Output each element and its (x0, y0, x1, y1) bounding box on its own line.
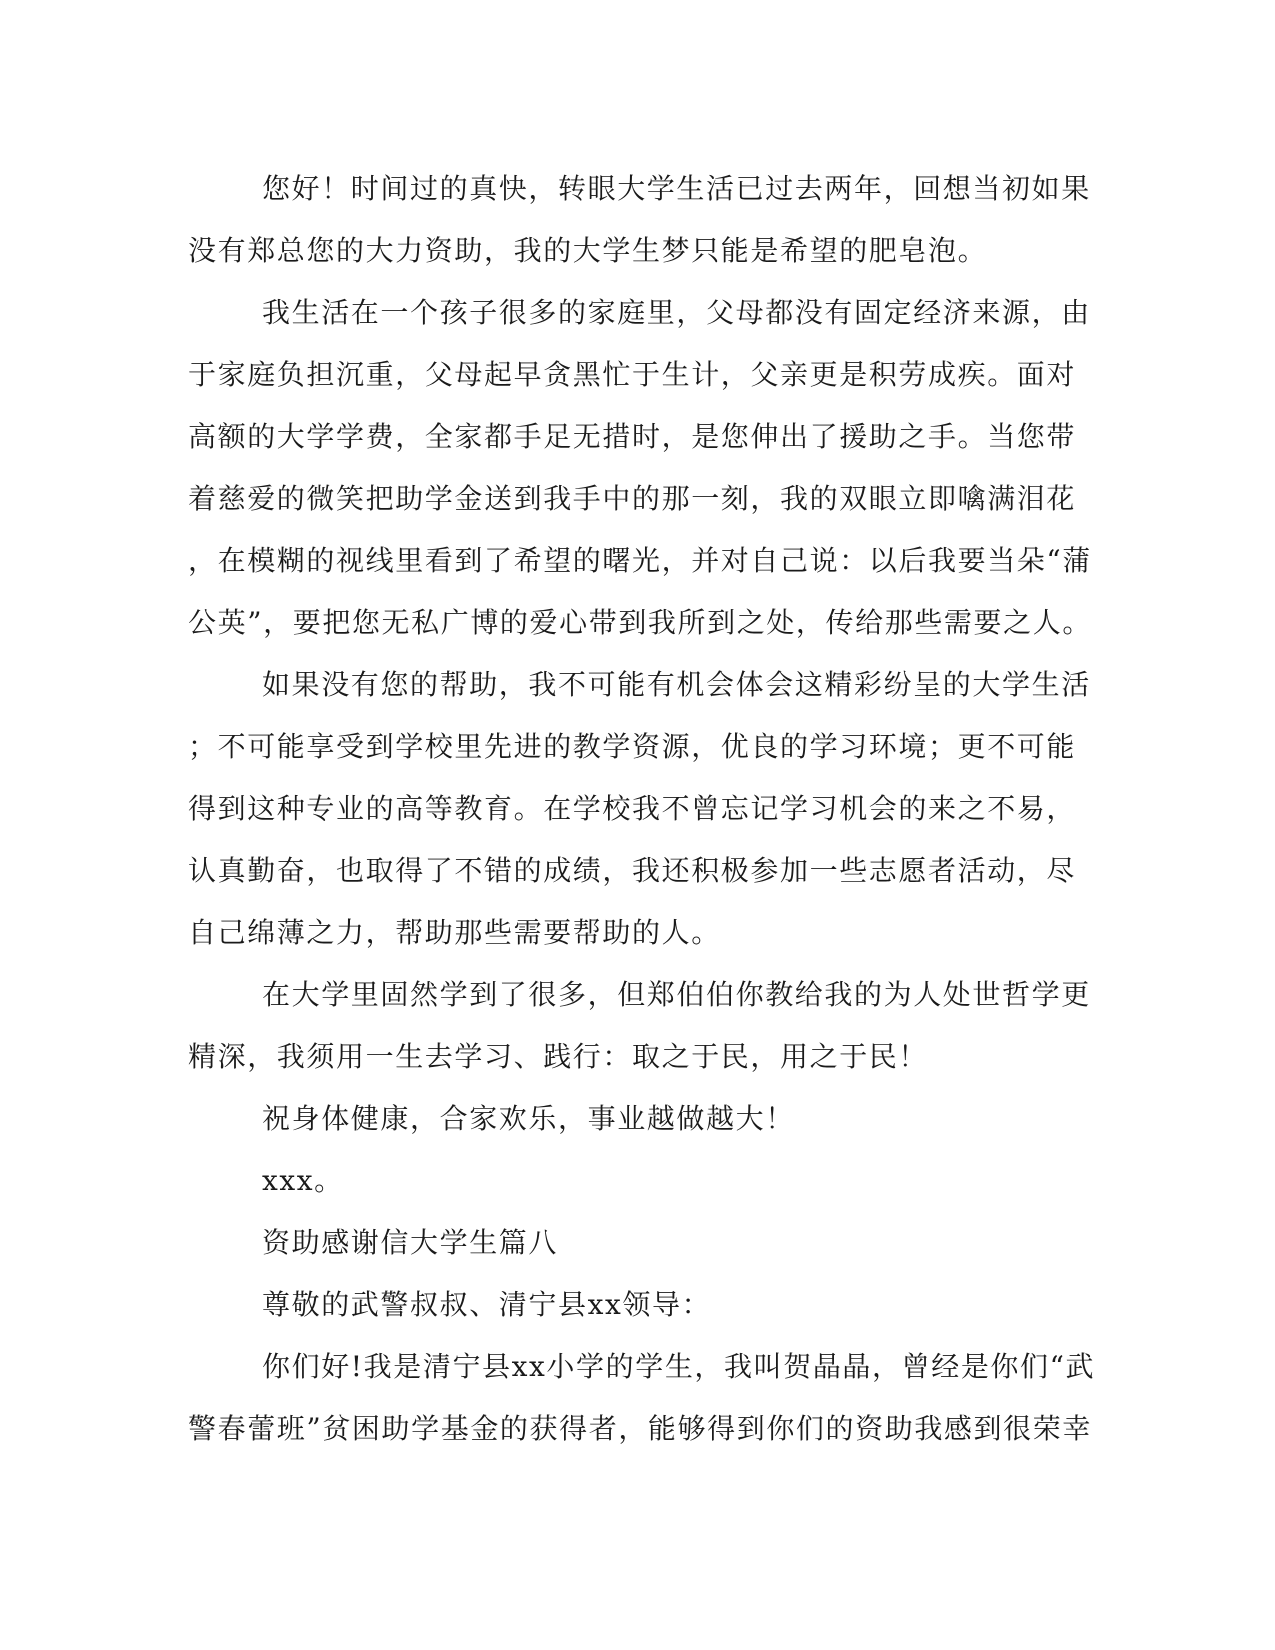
text-line: ；不可能享受到学校里先进的教学资源，优良的学习环境；更不可能 (188, 730, 1077, 763)
text-line: 祝身体健康，合家欢乐，事业越做越大！ (262, 1102, 795, 1135)
text-line: 如果没有您的帮助，我不可能有机会体会这精彩纷呈的大学生活 (262, 668, 1091, 701)
text-line: 你们好!我是清宁县xx小学的学生，我叫贺晶晶，曾经是你们“武 (262, 1350, 1096, 1383)
text-line: 您好！时间过的真快，转眼大学生活已过去两年，回想当初如果 (262, 172, 1091, 205)
letter-body (188, 158, 1096, 1460)
text-line: 着慈爱的微笑把助学金送到我手中的那一刻，我的双眼立即噙满泪花 (188, 482, 1077, 515)
text-line: 没有郑总您的大力资助，我的大学生梦只能是希望的肥皂泡。 (188, 234, 988, 267)
salutation: 尊敬的武警叔叔、清宁县xx领导： (262, 1288, 712, 1321)
text-line: ，在模糊的视线里看到了希望的曙光，并对自己说：以后我要当朵“蒲 (188, 544, 1092, 577)
text-line: 高额的大学学费，全家都手足无措时，是您伸出了援助之手。当您带 (188, 420, 1077, 453)
text-line: 精深，我须用一生去学习、践行：取之于民，用之于民！ (188, 1040, 929, 1073)
text-line: 我生活在一个孩子很多的家庭里，父母都没有固定经济来源，由 (262, 296, 1091, 329)
text-line: 在大学里固然学到了很多，但郑伯伯你教给我的为人处世哲学更 (262, 978, 1091, 1011)
text-line: 得到这种专业的高等教育。在学校我不曾忘记学习机会的来之不易， (188, 792, 1077, 825)
text-line: 公英”，要把您无私广博的爱心带到我所到之处，传给那些需要之人。 (188, 606, 1092, 639)
text-line: 于家庭负担沉重，父母起早贪黑忙于生计，父亲更是积劳成疾。面对 (188, 358, 1077, 391)
signature: xxx。 (262, 1164, 344, 1197)
text-line: 警春蕾班”贫困助学基金的获得者，能够得到你们的资助我感到很荣幸 (188, 1412, 1092, 1445)
section-heading: 资助感谢信大学生篇八 (262, 1226, 559, 1259)
text-line: 自己绵薄之力，帮助那些需要帮助的人。 (188, 916, 721, 949)
text-line: 认真勤奋，也取得了不错的成绩，我还积极参加一些志愿者活动，尽 (188, 854, 1077, 887)
